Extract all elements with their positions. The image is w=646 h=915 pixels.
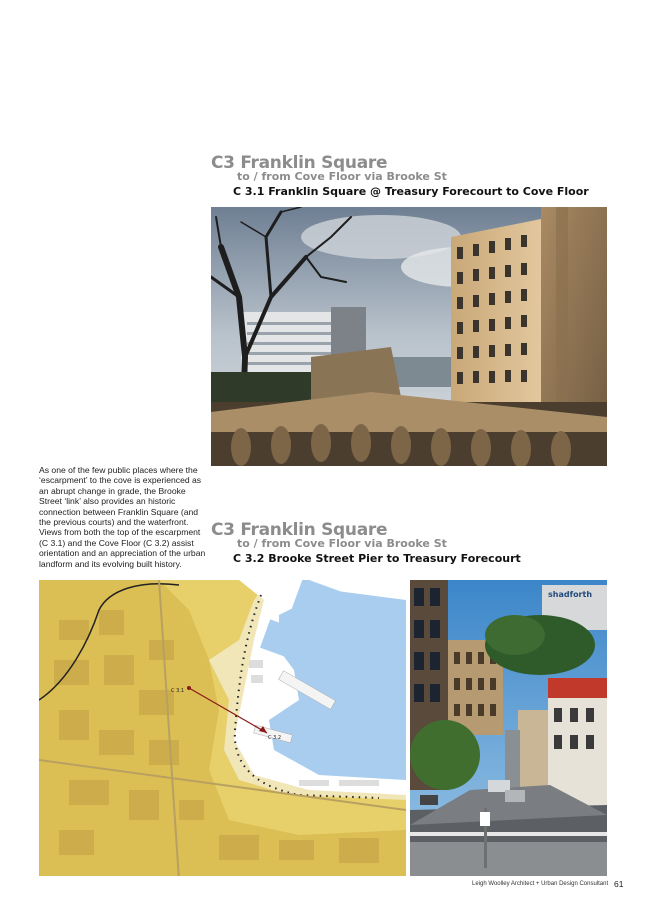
section1-subtitle: to / from Cove Floor via Brooke St <box>237 170 447 183</box>
photo-franklin-square <box>211 207 607 466</box>
photo-brooke-street <box>410 580 607 876</box>
page-number: 61 <box>614 879 624 889</box>
map-label-start: C 3.1 <box>171 688 185 694</box>
section2-subtitle: to / from Cove Floor via Brooke St <box>237 537 447 550</box>
body-paragraph: As one of the few public places where the ‘escarpment’ to the cove is experienced as an abrupt change in grade, the Brooke Street ‘link’ also provides an historic connection between Franklin Square (and the previous courts) and the waterfront. Views from both the top of the escarpment (C 3.1) and the Cove Floor (C 3.2) assist orientation and an appreciation of the urban landform and its evolving built history. <box>39 465 206 569</box>
site-map <box>39 580 406 876</box>
footer-credit: Leigh Woolley Architect + Urban Design Consultant <box>472 881 609 887</box>
section2-caption: C 3.2 Brooke Street Pier to Treasury Forecourt <box>233 552 521 565</box>
section1-caption: C 3.1 Franklin Square @ Treasury Forecourt to Cove Floor <box>233 185 589 198</box>
section2-title: C3 Franklin Square <box>211 520 388 540</box>
building-sign: shadforth <box>548 590 593 599</box>
section1-title: C3 Franklin Square <box>211 153 388 173</box>
map-label-end: C 3.2 <box>268 735 282 741</box>
